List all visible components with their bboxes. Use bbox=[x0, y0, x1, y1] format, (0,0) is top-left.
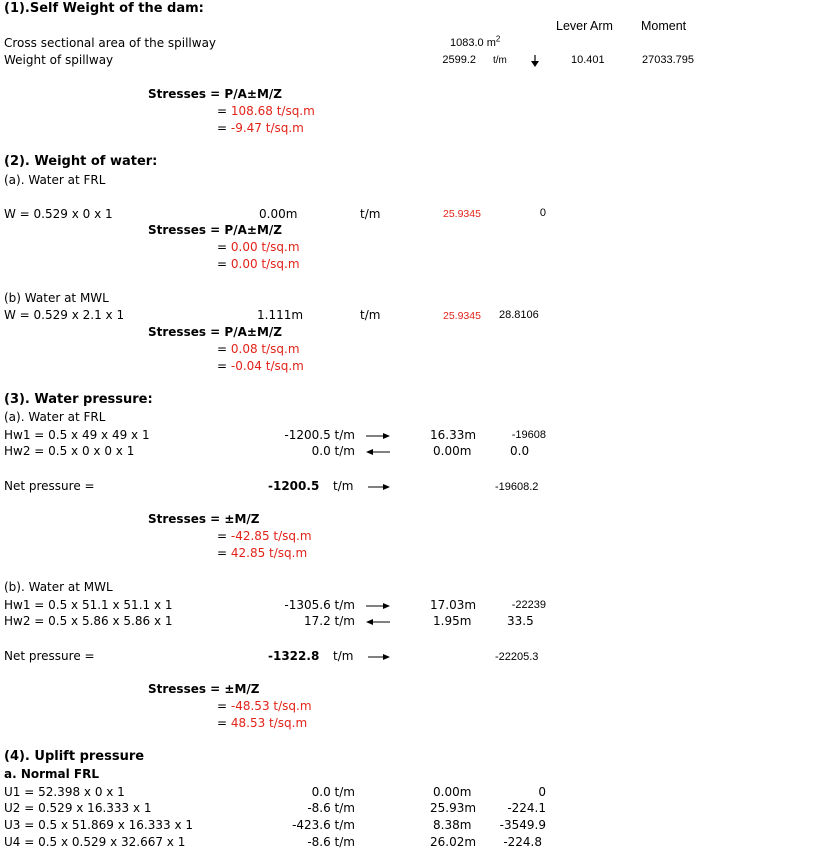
uplift-value: -8.6 t/m bbox=[307, 835, 355, 849]
s2-a-stress-label: Stresses = P/A±M/Z bbox=[148, 223, 282, 237]
s3-a-hw2-lever: 0.00m bbox=[433, 444, 472, 458]
s3-a-hw1: Hw1 = 0.5 x 49 x 49 x 1 bbox=[4, 428, 150, 442]
section2-title: (2). Weight of water: bbox=[4, 154, 158, 169]
weight-unit: t/m bbox=[493, 55, 507, 66]
arrow-right-icon bbox=[365, 601, 391, 611]
s3-b-hw2-value: 17.2 t/m bbox=[304, 614, 355, 628]
uplift-moment: 0 bbox=[538, 785, 546, 799]
s2-b-label: (b) Water at MWL bbox=[4, 291, 109, 305]
s3-a-net-unit: t/m bbox=[333, 479, 354, 493]
s3-b-hw2-lever: 1.95m bbox=[433, 614, 472, 628]
weight-moment: 27033.795 bbox=[642, 54, 694, 66]
s2-a-label: (a). Water at FRL bbox=[4, 173, 106, 187]
uplift-formula: U4 = 0.5 x 0.529 x 32.667 x 1 bbox=[4, 835, 186, 849]
arrow-right-icon bbox=[365, 431, 391, 441]
arrow-down-icon bbox=[530, 54, 540, 68]
s2-a-unit: t/m bbox=[360, 207, 381, 221]
s3-b-stress-2: = 48.53 t/sq.m bbox=[217, 716, 308, 730]
s3-a-hw1-lever: 16.33m bbox=[430, 428, 477, 442]
s3-b-hw1-lever: 17.03m bbox=[430, 598, 477, 612]
s2-a-stress-2: = 0.00 t/sq.m bbox=[217, 257, 300, 271]
arrow-right-icon bbox=[367, 482, 391, 492]
s2-b-stress-1: = 0.08 t/sq.m bbox=[217, 342, 300, 356]
s3-b-hw1-value: -1305.6 t/m bbox=[284, 598, 355, 612]
s3-a-hw2: Hw2 = 0.5 x 0 x 0 x 1 bbox=[4, 444, 135, 458]
s2-b-formula: W = 0.529 x 2.1 x 1 bbox=[4, 308, 125, 322]
section3-title: (3). Water pressure: bbox=[4, 392, 153, 407]
s3-a-net-value: -1200.5 bbox=[268, 479, 320, 493]
uplift-lever: 26.02m bbox=[430, 835, 477, 849]
s1-stress-label: Stresses = P/A±M/Z bbox=[148, 87, 282, 101]
uplift-value: 0.0 t/m bbox=[311, 785, 355, 799]
s3-b-label: (b). Water at MWL bbox=[4, 580, 113, 594]
uplift-value: -8.6 t/m bbox=[307, 801, 355, 815]
s3-a-hw2-value: 0.0 t/m bbox=[311, 444, 355, 458]
s2-b-value: 1.111m bbox=[257, 308, 304, 322]
area-label: Cross sectional area of the spillway bbox=[4, 36, 217, 50]
s2-a-lever: 25.9345 bbox=[443, 208, 481, 220]
uplift-lever: 8.38m bbox=[433, 818, 472, 832]
s3-b-stress-1: = -48.53 t/sq.m bbox=[217, 699, 312, 713]
s3-b-net-label: Net pressure = bbox=[4, 649, 95, 663]
uplift-moment: -224.1 bbox=[507, 801, 546, 815]
s2-a-value: 0.00m bbox=[259, 207, 298, 221]
s3-a-hw1-value: -1200.5 t/m bbox=[284, 428, 355, 442]
s2-b-stress-label: Stresses = P/A±M/Z bbox=[148, 325, 282, 339]
s3-b-hw1: Hw1 = 0.5 x 51.1 x 51.1 x 1 bbox=[4, 598, 173, 612]
s3-a-stress-label: Stresses = ±M/Z bbox=[148, 512, 260, 526]
s2-b-lever: 25.9345 bbox=[443, 310, 481, 322]
arrow-left-icon bbox=[365, 617, 391, 627]
s2-a-formula: W = 0.529 x 0 x 1 bbox=[4, 207, 113, 221]
weight-lever: 10.401 bbox=[571, 54, 605, 66]
s1-stress-2: = -9.47 t/sq.m bbox=[217, 121, 304, 135]
s3-a-hw1-moment: -19608 bbox=[511, 429, 546, 441]
s3-a-hw2-moment: 0.0 bbox=[510, 444, 530, 458]
s3-b-stress-label: Stresses = ±M/Z bbox=[148, 682, 260, 696]
weight-value: 2599.2 bbox=[442, 54, 476, 66]
s3-a-stress-2: = 42.85 t/sq.m bbox=[217, 546, 308, 560]
weight-label: Weight of spillway bbox=[4, 53, 114, 67]
uplift-moment: -3549.9 bbox=[499, 818, 546, 832]
s3-b-hw2: Hw2 = 0.5 x 5.86 x 5.86 x 1 bbox=[4, 614, 173, 628]
s3-a-net-moment: -19608.2 bbox=[495, 481, 539, 493]
s4-subtitle: a. Normal FRL bbox=[4, 767, 100, 781]
uplift-value: -423.6 t/m bbox=[292, 818, 355, 832]
s2-b-unit: t/m bbox=[360, 308, 381, 322]
s1-stress-1: = 108.68 t/sq.m bbox=[217, 104, 315, 118]
s3-b-hw1-moment: -22239 bbox=[511, 599, 546, 611]
s2-b-moment: 28.8106 bbox=[499, 309, 539, 321]
area-value: 1083.0 $m^2$ bbox=[450, 34, 501, 49]
s2-b-stress-2: = -0.04 t/sq.m bbox=[217, 359, 304, 373]
s3-a-label: (a). Water at FRL bbox=[4, 410, 106, 424]
section1-title: (1).Self Weight of the dam: bbox=[4, 1, 204, 16]
s3-b-net-moment: -22205.3 bbox=[495, 651, 539, 663]
s2-a-moment: 0 bbox=[539, 207, 546, 219]
s2-a-stress-1: = 0.00 t/sq.m bbox=[217, 240, 300, 254]
uplift-lever: 25.93m bbox=[430, 801, 477, 815]
s3-a-net-label: Net pressure = bbox=[4, 479, 95, 493]
arrow-left-icon bbox=[365, 447, 391, 457]
arrow-right-icon bbox=[367, 652, 391, 662]
lever-arm-header: Lever Arm bbox=[556, 19, 613, 33]
s3-b-net-unit: t/m bbox=[333, 649, 354, 663]
uplift-moment: -224.8 bbox=[503, 835, 542, 849]
s3-a-stress-1: = -42.85 t/sq.m bbox=[217, 529, 312, 543]
uplift-lever: 0.00m bbox=[433, 785, 472, 799]
uplift-formula: U2 = 0.529 x 16.333 x 1 bbox=[4, 801, 152, 815]
moment-header: Moment bbox=[641, 19, 687, 33]
uplift-formula: U3 = 0.5 x 51.869 x 16.333 x 1 bbox=[4, 818, 193, 832]
uplift-formula: U1 = 52.398 x 0 x 1 bbox=[4, 785, 125, 799]
s3-b-hw2-moment: 33.5 bbox=[507, 614, 534, 628]
section4-title: (4). Uplift pressure bbox=[4, 749, 145, 764]
s3-b-net-value: -1322.8 bbox=[268, 649, 320, 663]
